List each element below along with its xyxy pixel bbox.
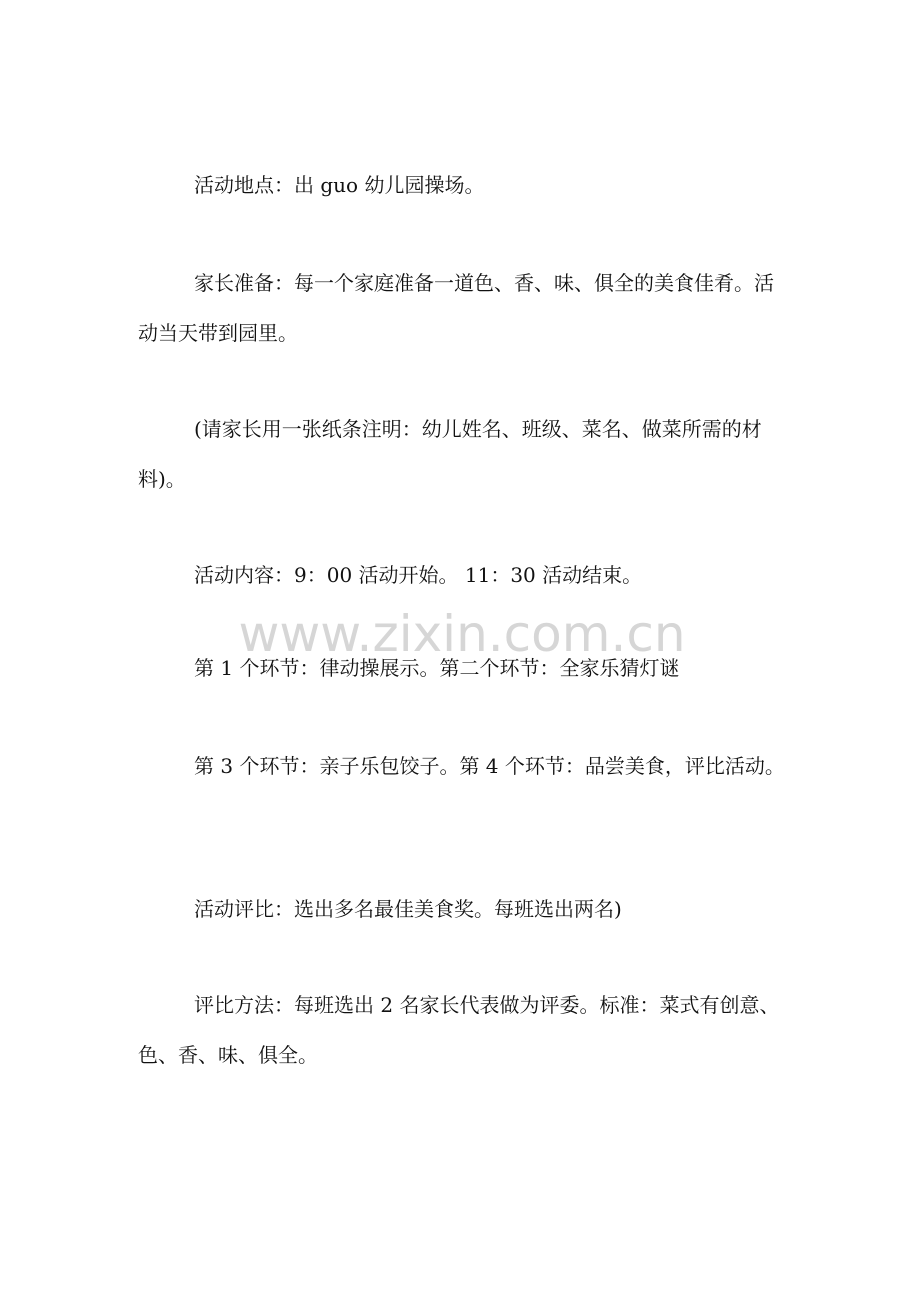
paragraph-segments-3-4: 第 3 个环节：亲子乐包饺子。第 4 个环节：品尝美食，评比活动。 bbox=[194, 754, 785, 778]
paragraph-activity-evaluation: 活动评比：选出多名最佳美食奖。每班选出两名) bbox=[194, 897, 622, 921]
paragraph-activity-content: 活动内容：9：00 活动开始。 11：30 活动结束。 bbox=[194, 563, 643, 587]
paragraph-note-instructions: (请家长用一张纸条注明：幼儿姓名、班级、菜名、做菜所需的材料)。 bbox=[138, 417, 762, 491]
paragraph-activity-location: 活动地点：出 guo 幼儿园操场。 bbox=[194, 173, 485, 197]
watermark: www.zixin.com.cn bbox=[238, 605, 686, 663]
paragraph-segments-1-2: 第 1 个环节：律动操展示。第二个环节：全家乐猜灯谜 bbox=[194, 656, 680, 680]
paragraph-parent-preparation: 家长准备：每一个家庭准备一道色、香、味、俱全的美食佳肴。活动当天带到园里。 bbox=[138, 271, 774, 345]
paragraph-evaluation-method: 评比方法：每班选出 2 名家长代表做为评委。标准：菜式有创意、色、香、味、俱全。 bbox=[138, 993, 780, 1067]
